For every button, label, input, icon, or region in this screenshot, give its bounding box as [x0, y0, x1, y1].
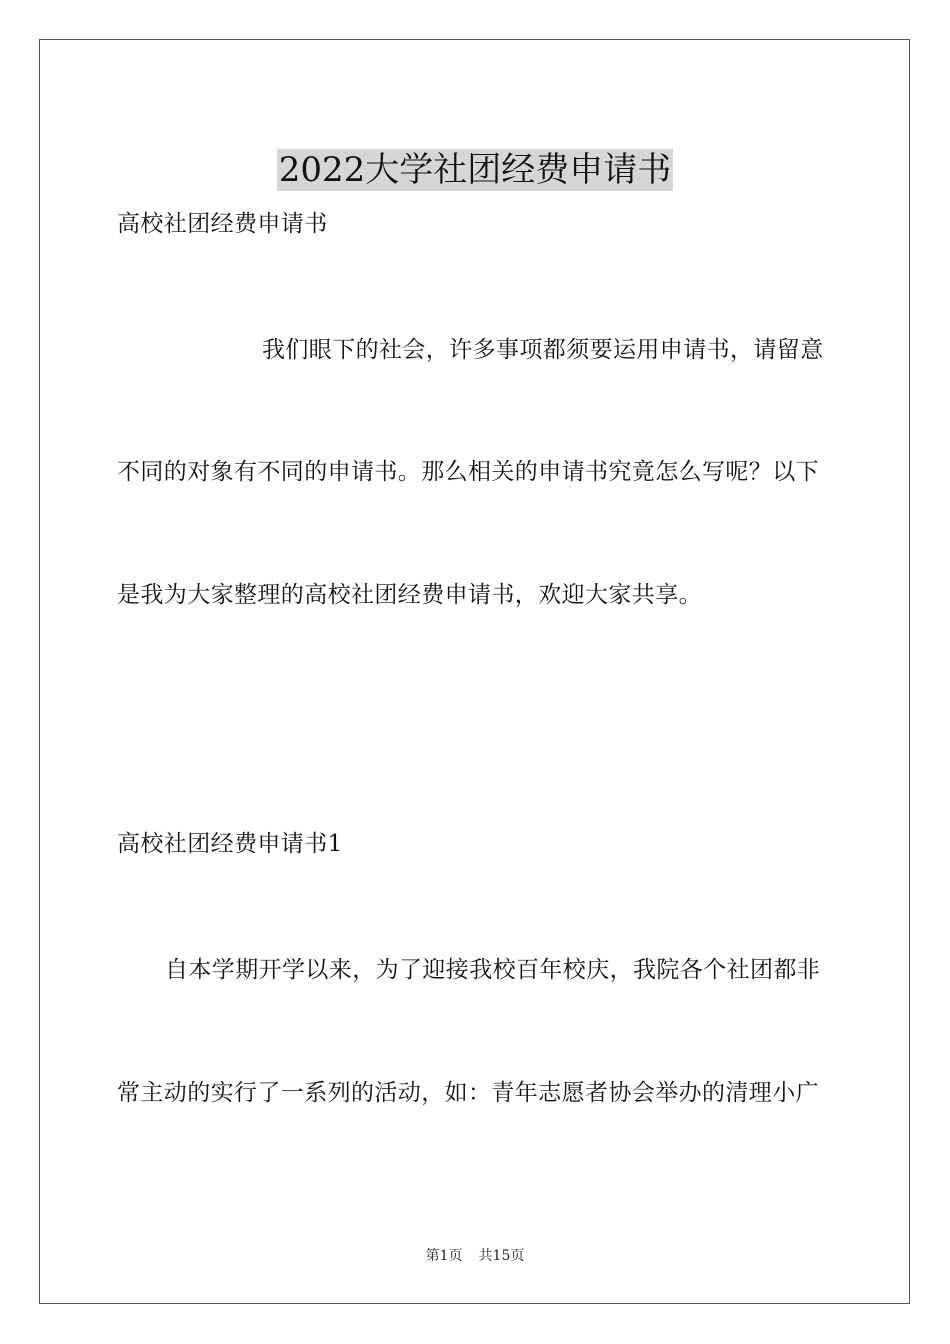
paragraph-line: 常主动的实行了一系列的活动，如：青年志愿者协会举办的清理小广 — [117, 1080, 819, 1106]
title-container — [0, 126, 950, 214]
page-footer — [0, 1246, 950, 1266]
section-heading: 高校社团经费申请书 — [117, 211, 328, 237]
paragraph-line: 不同的对象有不同的申请书。那么相关的申请书究竟怎么写呢？以下 — [117, 459, 819, 485]
section-heading: 高校社团经费申请书1 — [117, 831, 343, 857]
page-number: 第1页 — [425, 1248, 463, 1264]
document-title: 2022大学社团经费申请书 — [278, 149, 672, 190]
total-pages: 共15页 — [478, 1248, 525, 1264]
paragraph-line: 自本学期开学以来，为了迎接我校百年校庆，我院各个社团都非 — [165, 957, 821, 983]
paragraph-line: 我们眼下的社会，许多事项都须要运用申请书，请留意 — [262, 337, 824, 363]
paragraph-line: 是我为大家整理的高校社团经费申请书，欢迎大家共享。 — [117, 582, 702, 608]
